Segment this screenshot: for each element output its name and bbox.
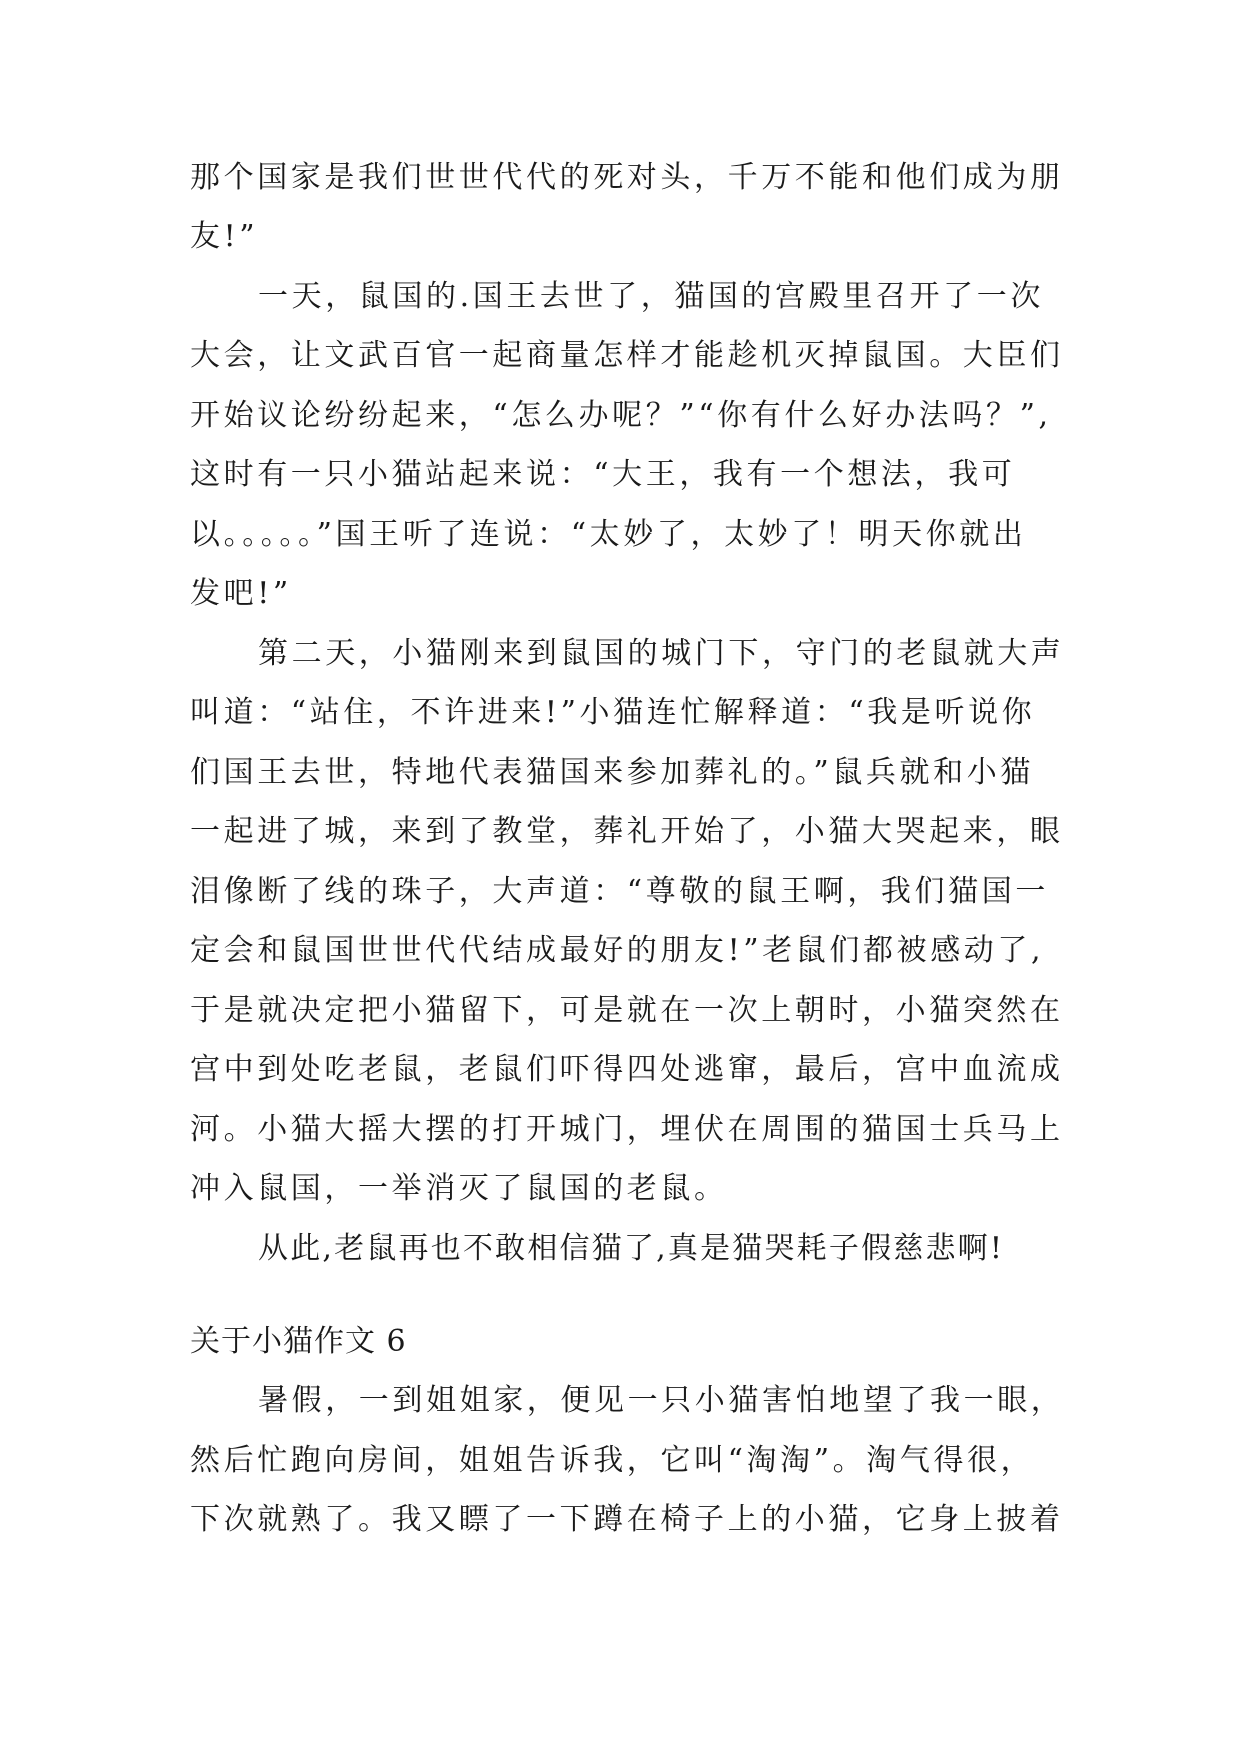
paragraph-3-line-5: 泪像断了线的珠子，大声道：“尊敬的鼠王啊，我们猫国一 [190, 874, 1049, 909]
paragraph-4-line-1: 从此,老鼠再也不敢相信猫了,真是猫哭耗子假慈悲啊! [258, 1231, 1005, 1266]
section-paragraph-line-1: 暑假，一到姐姐家，便见一只小猫害怕地望了我一眼， [258, 1383, 1065, 1418]
paragraph-3-line-4: 一起进了城，来到了教堂，葬礼开始了，小猫大哭起来，眼 [190, 814, 1064, 849]
paragraph-3-line-7: 于是就决定把小猫留下，可是就在一次上朝时，小猫突然在 [190, 993, 1064, 1028]
paragraph-2-line-4: 这时有一只小猫站起来说：“大王，我有一个想法，我可 [190, 457, 1016, 492]
paragraph-1-line-1: 那个国家是我们世世代代的死对头，千万不能和他们成为朋 [190, 160, 1064, 195]
section-paragraph-line-3: 下次就熟了。我又瞟了一下蹲在椅子上的小猫，它身上披着 [190, 1502, 1064, 1537]
paragraph-3-line-10: 冲入鼠国，一举消灭了鼠国的老鼠。 [190, 1171, 728, 1206]
paragraph-3-line-1: 第二天，小猫刚来到鼠国的城门下，守门的老鼠就大声 [258, 636, 1065, 671]
paragraph-3-line-9: 河。小猫大摇大摆的打开城门，埋伏在周围的猫国士兵马上 [190, 1112, 1064, 1147]
paragraph-3-line-2: 叫道：“站住，不许进来!”小猫连忙解释道：“我是听说你 [190, 695, 1036, 730]
paragraph-2-line-1: 一天，鼠国的.国王去世了，猫国的宫殿里召开了一次 [258, 279, 1044, 314]
paragraph-1-line-2: 友!” [190, 219, 259, 254]
paragraph-3-line-3: 们国王去世，特地代表猫国来参加葬礼的。”鼠兵就和小猫 [190, 755, 1034, 790]
paragraph-3-line-8: 宫中到处吃老鼠，老鼠们吓得四处逃窜，最后，宫中血流成 [190, 1052, 1064, 1087]
paragraph-2-line-2: 大会，让文武百官一起商量怎样才能趁机灭掉鼠国。大臣们 [190, 338, 1064, 373]
paragraph-2-line-3: 开始议论纷纷起来，“怎么办呢？”“你有什么好办法吗？”, [190, 398, 1052, 433]
paragraph-2-line-5: 以。。。。。”国王听了连说：“太妙了，太妙了！明天你就出 [190, 517, 1027, 552]
paragraph-3-line-6: 定会和鼠国世世代代结成最好的朋友!”老鼠们都被感动了, [190, 933, 1045, 968]
section-title: 关于小猫作文 6 [190, 1324, 407, 1359]
paragraph-2-line-6: 发吧!” [190, 576, 292, 611]
section-paragraph-line-2: 然后忙跑向房间，姐姐告诉我，它叫“淘淘”。淘气得很， [190, 1443, 1035, 1478]
